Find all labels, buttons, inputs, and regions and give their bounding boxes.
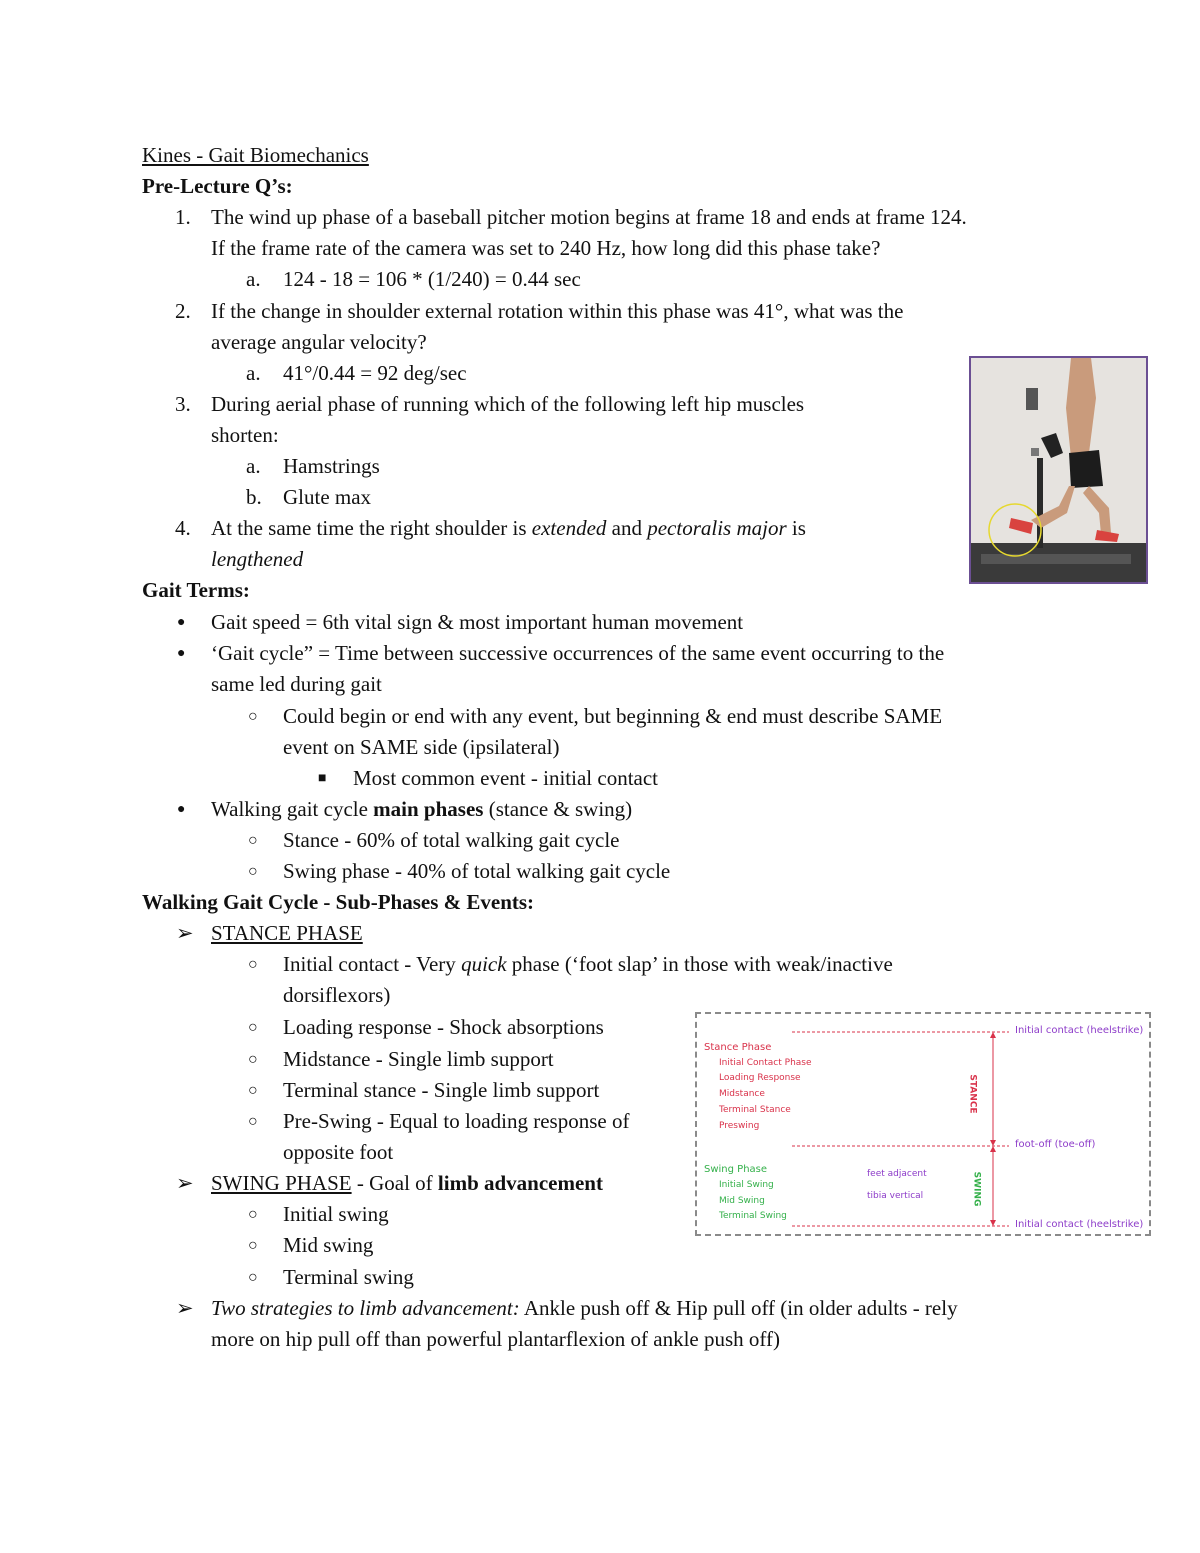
terminal-swing-item: Terminal swing: [283, 1265, 414, 1289]
circle-marker: ○: [248, 1237, 258, 1254]
q2-number: 2.: [175, 299, 191, 323]
strategies-line1: [211, 1293, 958, 1324]
swing-phase-item: [211, 1168, 603, 1199]
diagram-swing-vertical: SWING: [971, 1171, 982, 1207]
circle-marker: ○: [248, 1113, 258, 1130]
circle-marker: ○: [248, 956, 258, 973]
diagram-stance-vertical: STANCE: [967, 1074, 978, 1114]
q2-answer-marker: a.: [246, 361, 261, 385]
diagram-stance-item: Midstance: [719, 1089, 765, 1099]
q4-text-3: is: [786, 516, 806, 540]
gait-terms-heading: Gait Terms:: [142, 578, 250, 602]
swing-phase-label: SWING PHASE: [211, 1171, 352, 1195]
q1-answer: 124 - 18 = 106 * (1/240) = 0.44 sec: [283, 267, 581, 291]
strategies-italic: Two strategies to limb advancement:: [211, 1296, 520, 1320]
arrow-marker: ➢: [176, 1171, 194, 1195]
most-common-event: Most common event - initial contact: [353, 766, 659, 790]
q1-number: 1.: [175, 205, 191, 229]
circle-marker: ○: [248, 1082, 258, 1099]
q4-italic-extended: extended: [531, 516, 607, 540]
q1-line2: If the frame rate of the camera was set to 240 Hz, how long did this phase take?: [211, 236, 881, 260]
gait-cycle-sub-line1: Could begin or end with any event, but beginning & end must describe SAME: [283, 704, 943, 728]
main-phases-bold: main phases: [373, 797, 484, 821]
bullet-marker: ●: [177, 646, 186, 661]
swing-phase-mid: - Goal of: [351, 1171, 438, 1195]
walking-heading: Walking Gait Cycle - Sub-Phases & Events:: [142, 890, 535, 914]
diagram-foot-off: foot-off (toe-off): [1015, 1139, 1096, 1150]
diagram-initial-contact-top: Initial contact (heelstrike): [1015, 1025, 1144, 1036]
initial-swing-item: Initial swing: [283, 1202, 389, 1226]
diagram-stance-title: Stance Phase: [704, 1042, 772, 1053]
mid-swing-item: Mid swing: [283, 1233, 374, 1257]
gait-cycle-line1: ‘Gait cycle” = Time between successive occurrences of the same event occurring to the: [211, 641, 945, 665]
main-phases-pre: Walking gait cycle: [211, 797, 374, 821]
diagram-swing-title: Swing Phase: [704, 1164, 768, 1175]
circle-marker: ○: [248, 1051, 258, 1068]
strategies-rest: Ankle push off & Hip pull off (in older adults - rely: [519, 1296, 958, 1320]
diagram-swing-item: Mid Swing: [719, 1196, 765, 1206]
diagram-stance-item: Terminal Stance: [719, 1105, 791, 1115]
q3-line2: shorten:: [211, 423, 279, 447]
stance-phase-label: STANCE PHASE: [211, 921, 363, 945]
gait-cycle-sub-line2: event on SAME side (ipsilateral): [283, 735, 560, 759]
initial-contact-line2: dorsiflexors): [283, 983, 391, 1007]
strategies-line2: more on hip pull off than powerful plantarflexion of ankle push off): [211, 1327, 780, 1351]
terminal-stance-item: Terminal stance - Single limb support: [283, 1078, 600, 1102]
diagram-tibia-vertical: tibia vertical: [867, 1191, 924, 1201]
q1-line1: The wind up phase of a baseball pitcher motion begins at frame 18 and ends at frame 124.: [211, 205, 967, 229]
q4-number: 4.: [175, 516, 191, 540]
diagram-feet-adjacent: feet adjacent: [867, 1169, 927, 1179]
prelecture-heading: Pre-Lecture Q’s:: [142, 174, 293, 198]
arrow-marker: ➢: [176, 921, 194, 945]
gait-cycle-line2: same led during gait: [211, 672, 382, 696]
q3-answer-b-marker: b.: [246, 485, 262, 509]
q2-line1: If the change in shoulder external rotation within this phase was 41°, what was the: [211, 299, 904, 323]
q3-line1: During aerial phase of running which of the following left hip muscles: [211, 392, 805, 416]
q3-answer-a-marker: a.: [246, 454, 261, 478]
bullet-marker: ●: [177, 615, 186, 630]
swing-percent: Swing phase - 40% of total walking gait cycle: [283, 859, 671, 883]
midstance-item: Midstance - Single limb support: [283, 1047, 554, 1071]
gait-speed-item: Gait speed = 6th vital sign & most important human movement: [211, 610, 744, 634]
q3-answer-a: Hamstrings: [283, 454, 380, 478]
circle-marker: ○: [248, 708, 258, 725]
diagram-stance-item: Preswing: [719, 1121, 760, 1131]
stance-percent: Stance - 60% of total walking gait cycle: [283, 828, 620, 852]
circle-marker: ○: [248, 863, 258, 880]
circle-marker: ○: [248, 1019, 258, 1036]
circle-marker: ○: [248, 1206, 258, 1223]
runner-photo-svg: [971, 358, 1146, 582]
q3-answer-b: Glute max: [283, 485, 372, 509]
q4-text-2: and: [606, 516, 648, 540]
diagram-stance-item: Loading Response: [719, 1073, 801, 1083]
preswing-item: Pre-Swing - Equal to loading response of: [283, 1109, 630, 1133]
arrow-marker: ➢: [176, 1296, 194, 1320]
swing-phase-bold: limb advancement: [437, 1171, 603, 1195]
square-marker: ■: [318, 771, 327, 786]
q4-italic-pectoralis: pectoralis major: [647, 516, 787, 540]
gait-phase-diagram: [695, 1012, 1151, 1236]
q4-text-1: At the same time the right shoulder is: [211, 516, 532, 540]
diagram-swing-item: Terminal Swing: [719, 1211, 787, 1221]
initial-contact-text: Initial contact - Very: [283, 952, 462, 976]
document-title: Kines - Gait Biomechanics: [142, 143, 369, 167]
initial-contact-rest: phase (‘foot slap’ in those with weak/inactive: [506, 952, 893, 976]
q2-answer: 41°/0.44 = 92 deg/sec: [283, 361, 467, 385]
circle-marker: ○: [248, 832, 258, 849]
main-phases-item: [211, 794, 632, 825]
q4-line2: lengthened: [211, 547, 304, 571]
preswing-line2: opposite foot: [283, 1140, 394, 1164]
runner-treadmill-photo: [969, 356, 1148, 584]
diagram-initial-contact-bottom: Initial contact (heelstrike): [1015, 1219, 1144, 1230]
bullet-marker: ●: [177, 802, 186, 817]
loading-response-item: Loading response - Shock absorptions: [283, 1015, 604, 1039]
q3-number: 3.: [175, 392, 191, 416]
q4-line1: [211, 513, 806, 544]
initial-contact-italic: quick: [461, 952, 507, 976]
diagram-stance-item: Initial Contact Phase: [719, 1058, 812, 1068]
main-phases-post: (stance & swing): [483, 797, 633, 821]
diagram-swing-item: Initial Swing: [719, 1180, 774, 1190]
initial-contact-item: [283, 949, 893, 980]
q2-line2: average angular velocity?: [211, 330, 427, 354]
q1-answer-marker: a.: [246, 267, 261, 291]
circle-marker: ○: [248, 1269, 258, 1286]
